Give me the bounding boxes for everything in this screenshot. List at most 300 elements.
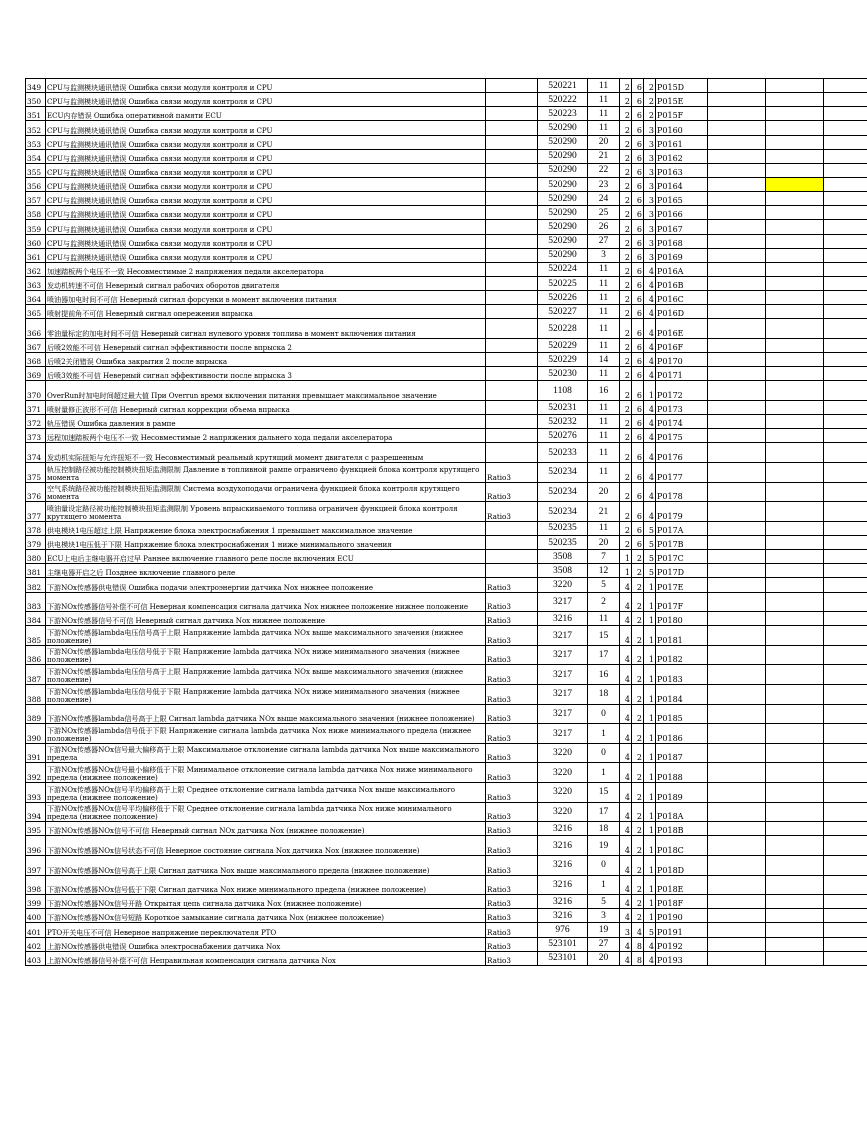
- fmi-code: 11: [588, 107, 620, 121]
- spn-code: 520225: [538, 276, 588, 290]
- p-code: P0162: [656, 149, 708, 163]
- ratio-cell: Ratio3: [486, 937, 538, 951]
- empty-cell: [766, 875, 824, 895]
- p-code: P016B: [656, 276, 708, 290]
- fmi-code: 11: [588, 429, 620, 443]
- flash-code-c: 4: [644, 353, 656, 367]
- empty-cell: [824, 192, 867, 206]
- table-row: [26, 401, 867, 415]
- fault-description: 下游NOx传感器lambda电压信号低于下限 Напряжение lambda датчика NOx ниже минимального значения (нижнее положение): [46, 645, 486, 665]
- table-row: [26, 937, 867, 951]
- spn-code: 520233: [538, 443, 588, 463]
- spn-code: 976: [538, 923, 588, 937]
- row-number: 383: [26, 592, 46, 612]
- flash-code-a: 2: [620, 93, 632, 107]
- flash-code-a: 2: [620, 206, 632, 220]
- flash-code-c: 1: [644, 875, 656, 895]
- row-number: 366: [26, 319, 46, 339]
- p-code: P0164: [656, 177, 708, 191]
- table-row: [26, 429, 867, 443]
- fmi-code: 11: [588, 612, 620, 626]
- spn-code: 520224: [538, 262, 588, 276]
- empty-cell: [824, 482, 867, 502]
- empty-cell: [824, 415, 867, 429]
- flash-code-c: 1: [644, 855, 656, 875]
- empty-cell: [766, 429, 824, 443]
- ratio-cell: [486, 149, 538, 163]
- table-row: [26, 895, 867, 909]
- fault-description: 发动机实际扭矩与允许扭矩不一致 Несовместимый реальный крутящий момент двигателя с разрешенным: [46, 443, 486, 463]
- row-number: 396: [26, 836, 46, 856]
- empty-cell: [708, 937, 766, 951]
- flash-code-c: 1: [644, 685, 656, 705]
- table-row: [26, 177, 867, 191]
- row-number: 356: [26, 177, 46, 191]
- flash-code-c: 5: [644, 923, 656, 937]
- empty-cell: [824, 665, 867, 685]
- row-number: 358: [26, 206, 46, 220]
- fault-description: 喷油器加电时间不可信 Неверный сигнал форсунки в момент включения питания: [46, 291, 486, 305]
- flash-code-c: 4: [644, 367, 656, 381]
- flash-code-a: 1: [620, 564, 632, 578]
- ratio-cell: [486, 535, 538, 549]
- p-code: P018D: [656, 855, 708, 875]
- fmi-code: 19: [588, 923, 620, 937]
- flash-code-c: 3: [644, 149, 656, 163]
- fmi-code: 17: [588, 645, 620, 665]
- fmi-code: 5: [588, 895, 620, 909]
- empty-cell: [708, 305, 766, 319]
- flash-code-b: 2: [632, 802, 644, 822]
- p-code: P0188: [656, 763, 708, 783]
- spn-code: 523101: [538, 937, 588, 951]
- ratio-cell: Ratio3: [486, 704, 538, 724]
- table-row: [26, 305, 867, 319]
- p-code: P0192: [656, 937, 708, 951]
- flash-code-c: 3: [644, 121, 656, 135]
- p-code: P017B: [656, 535, 708, 549]
- p-code: P016C: [656, 291, 708, 305]
- spn-code: 523101: [538, 951, 588, 965]
- flash-code-b: 6: [632, 107, 644, 121]
- fault-description: 发动机转速不可信 Неверный сигнал рабочих оборотов двигателя: [46, 276, 486, 290]
- flash-code-a: 4: [620, 836, 632, 856]
- p-code: P0167: [656, 220, 708, 234]
- empty-cell: [824, 121, 867, 135]
- flash-code-a: 4: [620, 802, 632, 822]
- table-row: [26, 234, 867, 248]
- flash-code-c: 4: [644, 262, 656, 276]
- empty-cell: [824, 855, 867, 875]
- flash-code-c: 4: [644, 338, 656, 352]
- empty-cell: [766, 463, 824, 483]
- ratio-cell: [486, 121, 538, 135]
- fault-description: 空气系统路径被功能控制模块扭矩监测限制 Система воздухоподачи ограничена функцией блока контроля крутящего момента: [46, 482, 486, 502]
- empty-cell: [766, 743, 824, 763]
- fmi-code: 12: [588, 564, 620, 578]
- spn-code: 3508: [538, 550, 588, 564]
- row-number: 393: [26, 782, 46, 802]
- table-row: [26, 319, 867, 339]
- empty-cell: [766, 802, 824, 822]
- fmi-code: 27: [588, 937, 620, 951]
- ratio-cell: Ratio3: [486, 724, 538, 744]
- spn-code: 520290: [538, 177, 588, 191]
- flash-code-b: 2: [632, 612, 644, 626]
- flash-code-b: 8: [632, 951, 644, 965]
- flash-code-c: 4: [644, 463, 656, 483]
- spn-code: 3217: [538, 592, 588, 612]
- table-body: [26, 79, 867, 966]
- empty-cell: [766, 855, 824, 875]
- flash-code-a: 2: [620, 276, 632, 290]
- table-row: [26, 291, 867, 305]
- ratio-cell: [486, 353, 538, 367]
- table-row: [26, 612, 867, 626]
- empty-cell: [824, 645, 867, 665]
- fmi-code: 3: [588, 248, 620, 262]
- flash-code-c: 1: [644, 895, 656, 909]
- fault-code-table: [25, 78, 867, 966]
- empty-cell: [708, 802, 766, 822]
- empty-cell: [708, 177, 766, 191]
- ratio-cell: [486, 276, 538, 290]
- table-row: [26, 107, 867, 121]
- fault-description: 喷油量设定路径被功能控制模块扭矩监测限制 Уровень впрыскиваемого топлива ограничен функцией блока контроля крутящего момента: [46, 502, 486, 522]
- empty-cell: [824, 381, 867, 401]
- empty-cell: [824, 895, 867, 909]
- p-code: P016A: [656, 262, 708, 276]
- spn-code: 520276: [538, 429, 588, 443]
- fmi-code: 19: [588, 836, 620, 856]
- ratio-cell: Ratio3: [486, 645, 538, 665]
- empty-cell: [824, 367, 867, 381]
- fmi-code: 11: [588, 121, 620, 135]
- fault-description: CPU与监测模块通讯错误 Ошибка связи модуля контроля и CPU: [46, 234, 486, 248]
- row-number: 351: [26, 107, 46, 121]
- row-number: 359: [26, 220, 46, 234]
- flash-code-b: 6: [632, 443, 644, 463]
- p-code: P0191: [656, 923, 708, 937]
- fault-description: 下游NOx传感器lambda电压信号高于上限 Напряжение lambda датчика NOx выше максимального значения (нижнее положение): [46, 626, 486, 646]
- empty-cell: [824, 909, 867, 923]
- table-row: [26, 149, 867, 163]
- fault-description: CPU与监测模块通讯错误 Ошибка связи модуля контроля и CPU: [46, 163, 486, 177]
- ratio-cell: Ratio3: [486, 855, 538, 875]
- p-code: P0183: [656, 665, 708, 685]
- table-row: [26, 763, 867, 783]
- flash-code-b: 6: [632, 502, 644, 522]
- ratio-cell: [486, 192, 538, 206]
- flash-code-b: 8: [632, 937, 644, 951]
- flash-code-b: 2: [632, 578, 644, 592]
- empty-cell: [824, 107, 867, 121]
- fault-description: CPU与监测模块通讯错误 Ошибка связи модуля контроля и CPU: [46, 177, 486, 191]
- spn-code: 3216: [538, 909, 588, 923]
- ratio-cell: Ratio3: [486, 665, 538, 685]
- empty-cell: [824, 875, 867, 895]
- flash-code-c: 1: [644, 592, 656, 612]
- spn-code: 3217: [538, 645, 588, 665]
- flash-code-c: 1: [644, 743, 656, 763]
- ratio-cell: [486, 79, 538, 93]
- empty-cell: [766, 276, 824, 290]
- empty-cell: [708, 135, 766, 149]
- empty-cell: [766, 192, 824, 206]
- fmi-code: 7: [588, 550, 620, 564]
- flash-code-b: 6: [632, 353, 644, 367]
- p-code: P0170: [656, 353, 708, 367]
- spn-code: 520231: [538, 401, 588, 415]
- empty-cell: [766, 626, 824, 646]
- flash-code-b: 6: [632, 93, 644, 107]
- flash-code-b: 2: [632, 704, 644, 724]
- row-number: 381: [26, 564, 46, 578]
- flash-code-a: 4: [620, 685, 632, 705]
- empty-cell: [708, 704, 766, 724]
- table-row: [26, 855, 867, 875]
- flash-code-b: 2: [632, 550, 644, 564]
- spn-code: 520290: [538, 220, 588, 234]
- empty-cell: [708, 836, 766, 856]
- flash-code-c: 1: [644, 612, 656, 626]
- row-number: 387: [26, 665, 46, 685]
- spn-code: 520229: [538, 338, 588, 352]
- flash-code-a: 2: [620, 443, 632, 463]
- ratio-cell: [486, 262, 538, 276]
- p-code: P0161: [656, 135, 708, 149]
- empty-cell: [766, 149, 824, 163]
- empty-cell: [708, 192, 766, 206]
- p-code: P016E: [656, 319, 708, 339]
- fmi-code: 2: [588, 592, 620, 612]
- ratio-cell: [486, 305, 538, 319]
- ratio-cell: Ratio3: [486, 802, 538, 822]
- flash-code-b: 2: [632, 665, 644, 685]
- fmi-code: 11: [588, 401, 620, 415]
- p-code: P015D: [656, 79, 708, 93]
- spn-code: 520232: [538, 415, 588, 429]
- p-code: P018F: [656, 895, 708, 909]
- fault-description: 上游NOx传感器信号补偿不可信 Неправильная компенсация сигнала датчика Nox: [46, 951, 486, 965]
- empty-cell: [766, 443, 824, 463]
- ratio-cell: Ratio3: [486, 836, 538, 856]
- empty-cell: [824, 951, 867, 965]
- fmi-code: 11: [588, 79, 620, 93]
- fmi-code: 21: [588, 149, 620, 163]
- empty-cell: [708, 822, 766, 836]
- empty-cell: [708, 291, 766, 305]
- empty-cell: [824, 262, 867, 276]
- flash-code-b: 2: [632, 592, 644, 612]
- empty-cell: [708, 895, 766, 909]
- empty-cell: [708, 220, 766, 234]
- highlighted-cell: [766, 177, 824, 191]
- empty-cell: [708, 353, 766, 367]
- table-row: [26, 550, 867, 564]
- fault-description: 下游NOx传感器NOx信号短路 Короткое замыкание сигнала датчика Nox (нижнее положение): [46, 909, 486, 923]
- spn-code: 3216: [538, 836, 588, 856]
- flash-code-a: 4: [620, 626, 632, 646]
- flash-code-c: 3: [644, 220, 656, 234]
- fmi-code: 23: [588, 177, 620, 191]
- table-row: [26, 121, 867, 135]
- fault-description: 下游NOx传感器NOx信号状态不可信 Неверное состояние сигнала Nox датчика Nox (нижнее положение): [46, 836, 486, 856]
- flash-code-a: 2: [620, 319, 632, 339]
- spn-code: 520235: [538, 535, 588, 549]
- empty-cell: [708, 782, 766, 802]
- fmi-code: 1: [588, 875, 620, 895]
- empty-cell: [766, 248, 824, 262]
- flash-code-b: 6: [632, 415, 644, 429]
- row-number: 397: [26, 855, 46, 875]
- table-row: [26, 463, 867, 483]
- spn-code: 3220: [538, 743, 588, 763]
- fault-description: CPU与监测模块通讯错误 Ошибка связи модуля контроля и CPU: [46, 220, 486, 234]
- row-number: 385: [26, 626, 46, 646]
- flash-code-b: 6: [632, 163, 644, 177]
- empty-cell: [824, 429, 867, 443]
- row-number: 354: [26, 149, 46, 163]
- fmi-code: 14: [588, 353, 620, 367]
- table-row: [26, 909, 867, 923]
- row-number: 378: [26, 521, 46, 535]
- flash-code-a: 2: [620, 429, 632, 443]
- fmi-code: 16: [588, 381, 620, 401]
- flash-code-c: 3: [644, 234, 656, 248]
- table-row: [26, 93, 867, 107]
- row-number: 398: [26, 875, 46, 895]
- flash-code-c: 3: [644, 206, 656, 220]
- flash-code-c: 1: [644, 909, 656, 923]
- empty-cell: [708, 482, 766, 502]
- row-number: 361: [26, 248, 46, 262]
- empty-cell: [708, 443, 766, 463]
- table-row: [26, 535, 867, 549]
- table-row: [26, 951, 867, 965]
- flash-code-b: 2: [632, 743, 644, 763]
- flash-code-b: 2: [632, 645, 644, 665]
- row-number: 355: [26, 163, 46, 177]
- table-row: [26, 262, 867, 276]
- row-number: 357: [26, 192, 46, 206]
- row-number: 362: [26, 262, 46, 276]
- flash-code-c: 1: [644, 381, 656, 401]
- spn-code: 520235: [538, 521, 588, 535]
- empty-cell: [766, 923, 824, 937]
- p-code: P0172: [656, 381, 708, 401]
- empty-cell: [766, 612, 824, 626]
- row-number: 370: [26, 381, 46, 401]
- fault-description: CPU与监测模块通讯错误 Ошибка связи модуля контроля и CPU: [46, 93, 486, 107]
- flash-code-a: 4: [620, 645, 632, 665]
- ratio-cell: Ratio3: [486, 895, 538, 909]
- ratio-cell: [486, 291, 538, 305]
- row-number: 400: [26, 909, 46, 923]
- fault-description: 下游NOx传感器NOx信号开路 Открытая цепь сигнала датчика Nox (нижнее положение): [46, 895, 486, 909]
- flash-code-b: 6: [632, 248, 644, 262]
- flash-code-a: 2: [620, 177, 632, 191]
- empty-cell: [708, 415, 766, 429]
- spn-code: 520290: [538, 163, 588, 177]
- ratio-cell: [486, 220, 538, 234]
- flash-code-b: 2: [632, 626, 644, 646]
- flash-code-a: 2: [620, 192, 632, 206]
- empty-cell: [824, 276, 867, 290]
- table-row: [26, 704, 867, 724]
- fault-description: 后喷2关闭错误 Ошибка закрытия 2 после впрыска: [46, 353, 486, 367]
- fmi-code: 0: [588, 743, 620, 763]
- p-code: P018E: [656, 875, 708, 895]
- flash-code-a: 2: [620, 305, 632, 319]
- flash-code-a: 2: [620, 262, 632, 276]
- spn-code: 520222: [538, 93, 588, 107]
- flash-code-a: 2: [620, 338, 632, 352]
- flash-code-b: 2: [632, 875, 644, 895]
- table-row: [26, 502, 867, 522]
- flash-code-c: 3: [644, 177, 656, 191]
- ratio-cell: [486, 319, 538, 339]
- empty-cell: [824, 502, 867, 522]
- empty-cell: [766, 319, 824, 339]
- flash-code-c: 5: [644, 564, 656, 578]
- flash-code-c: 1: [644, 578, 656, 592]
- fault-description: 下游NOx传感器NOx信号平均偏移低于下限 Среднее отклонение сигнала lambda датчика Nox ниже минимального предела (нижнее положение): [46, 802, 486, 822]
- spn-code: 3220: [538, 802, 588, 822]
- spn-code: 520290: [538, 135, 588, 149]
- p-code: P015E: [656, 93, 708, 107]
- table-row: [26, 163, 867, 177]
- fmi-code: 22: [588, 163, 620, 177]
- empty-cell: [824, 612, 867, 626]
- flash-code-a: 2: [620, 291, 632, 305]
- flash-code-b: 6: [632, 79, 644, 93]
- empty-cell: [824, 763, 867, 783]
- empty-cell: [766, 937, 824, 951]
- fmi-code: 11: [588, 367, 620, 381]
- flash-code-a: 2: [620, 149, 632, 163]
- empty-cell: [708, 463, 766, 483]
- empty-cell: [766, 836, 824, 856]
- empty-cell: [766, 291, 824, 305]
- ratio-cell: [486, 135, 538, 149]
- empty-cell: [824, 319, 867, 339]
- flash-code-c: 3: [644, 135, 656, 149]
- empty-cell: [708, 521, 766, 535]
- empty-cell: [824, 338, 867, 352]
- empty-cell: [766, 482, 824, 502]
- fault-description: 供电模块1电压低于下限 Напряжение блока электроснабжения 1 ниже минимального значения: [46, 535, 486, 549]
- ratio-cell: [486, 163, 538, 177]
- fmi-code: 11: [588, 443, 620, 463]
- ratio-cell: Ratio3: [486, 685, 538, 705]
- ratio-cell: [486, 206, 538, 220]
- fmi-code: 18: [588, 822, 620, 836]
- empty-cell: [824, 79, 867, 93]
- flash-code-b: 2: [632, 822, 644, 836]
- fault-description: CPU与监测模块通讯错误 Ошибка связи модуля контроля и CPU: [46, 192, 486, 206]
- fmi-code: 5: [588, 578, 620, 592]
- flash-code-a: 2: [620, 401, 632, 415]
- spn-code: 520290: [538, 149, 588, 163]
- flash-code-a: 2: [620, 79, 632, 93]
- ratio-cell: [486, 550, 538, 564]
- empty-cell: [824, 177, 867, 191]
- ratio-cell: [486, 177, 538, 191]
- table-row: [26, 192, 867, 206]
- flash-code-a: 4: [620, 937, 632, 951]
- empty-cell: [766, 763, 824, 783]
